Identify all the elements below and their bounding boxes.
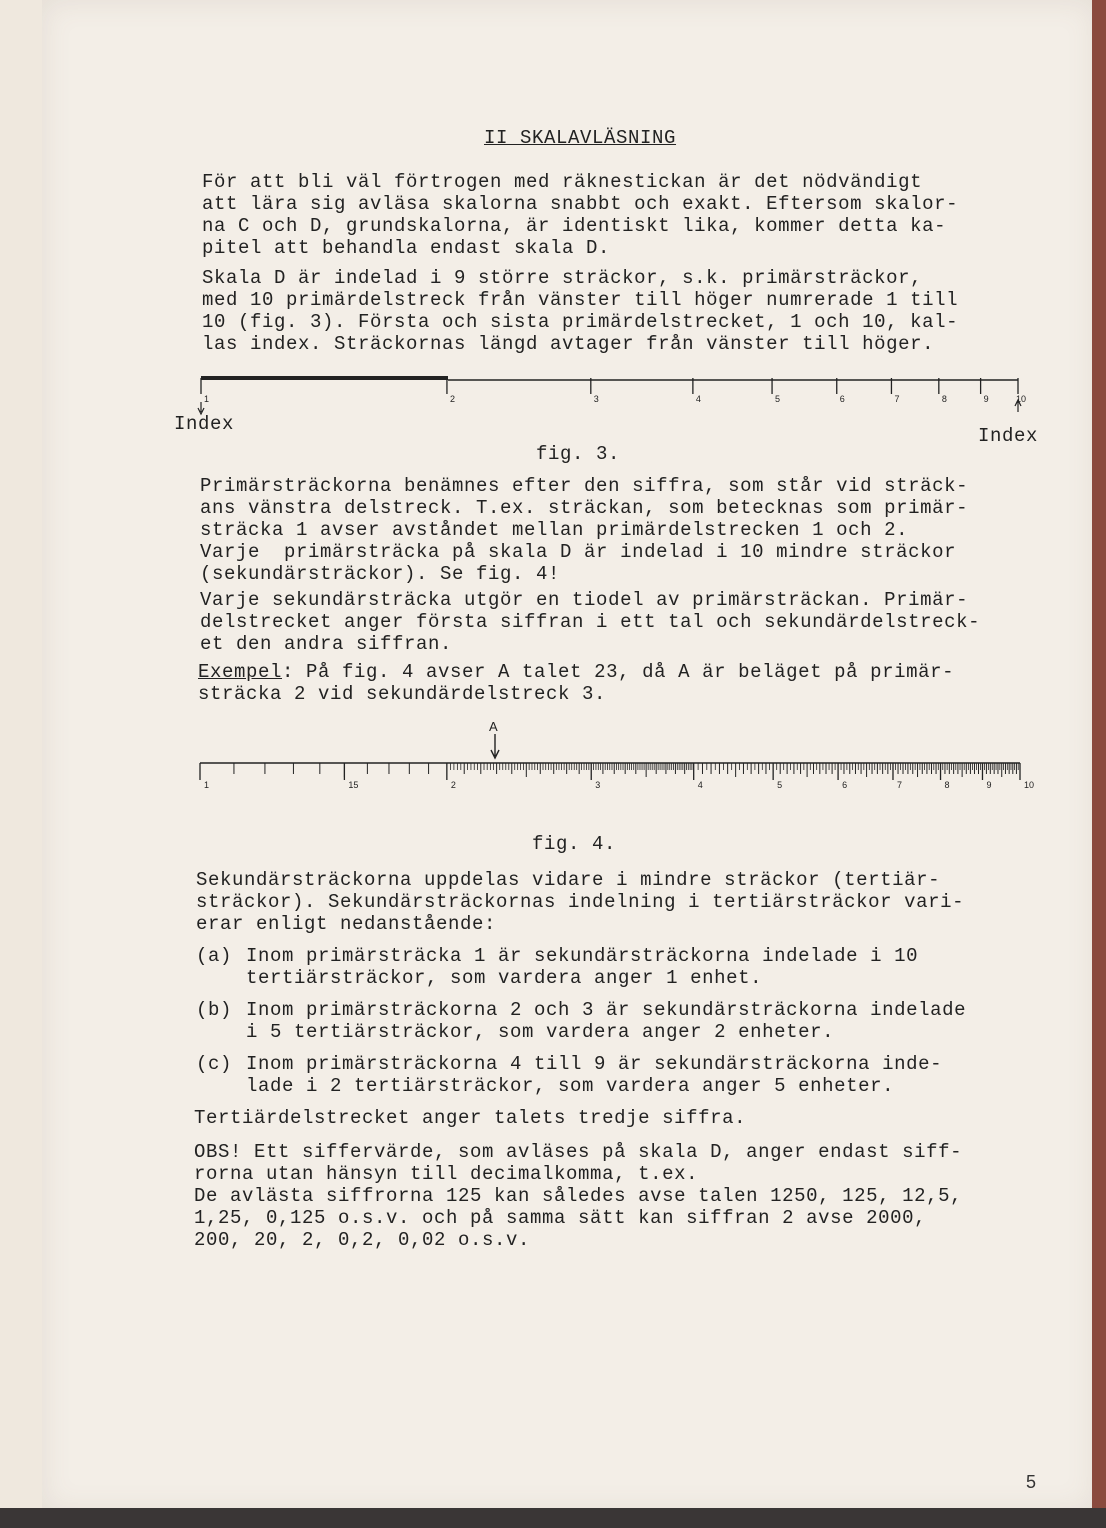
para1-line: pitel att behandla endast skala D. xyxy=(202,237,611,259)
fig3-tick-label: 5 xyxy=(775,394,781,404)
obs-line: De avlästa siffrorna 125 kan således avse talen 1250, 125, 12,5, xyxy=(194,1185,963,1207)
fig3-caption: fig. 3. xyxy=(536,443,621,465)
example-line: sträcka 2 vid sekundärdelstreck 3. xyxy=(198,683,607,705)
para5: Tertiärdelstrecket anger talets tredje siffra. xyxy=(194,1107,747,1129)
para2-line: med 10 primärdelstreck från vänster till höger numrerade 1 till xyxy=(202,289,959,311)
obs-line: rorna utan hänsyn till decimalkomma, t.ex. xyxy=(194,1163,699,1185)
para3-line: Varje sekundärsträcka utgör en tiodel av primärsträckan. Primär- xyxy=(200,589,969,611)
chapter-title: II SKALAVLÄSNING xyxy=(484,127,677,149)
example-line xyxy=(198,662,954,683)
item-c-line: Inom primärsträckorna 4 till 9 är sekundärsträckorna inde- xyxy=(246,1053,943,1075)
item-b-line: Inom primärsträckorna 2 och 3 är sekundärsträckorna indelade xyxy=(246,999,967,1021)
para3-line: sträcka 1 avser avståndet mellan primärdelstrecken 1 och 2. xyxy=(200,519,909,541)
para4-line: sträckor). Sekundärsträckornas indelning i tertiärsträckor vari- xyxy=(196,891,965,913)
para4-line: erar enligt nedanstående: xyxy=(196,913,497,935)
example-label: Exempel xyxy=(198,661,283,683)
fig3-index-right: Index xyxy=(978,425,1039,447)
item-b-line: i 5 tertiärsträckor, som vardera anger 2 enheter. xyxy=(246,1021,835,1043)
fig4-tick-label: 4 xyxy=(697,780,703,790)
item-b-label: (b) xyxy=(196,999,233,1021)
para3-line: delstrecket anger första siffran i ett tal och sekundärdelstreck- xyxy=(200,611,981,633)
para3-line: ans vänstra delstreck. T.ex. sträckan, som betecknas som primär- xyxy=(200,497,969,519)
fig4-tick-label: 6 xyxy=(842,780,848,790)
book-cover-edge xyxy=(1092,0,1106,1528)
para2-line: Skala D är indelad i 9 större sträckor, s.k. primärsträckor, xyxy=(202,267,923,289)
book-spine xyxy=(0,0,43,1528)
fig4-tick-label: 2 xyxy=(450,780,456,790)
fig3-index-left: Index xyxy=(174,413,235,435)
para4-line: Sekundärsträckorna uppdelas vidare i mindre sträckor (tertiär- xyxy=(196,869,941,891)
fig4-tick-label: 8 xyxy=(944,780,950,790)
fig4-tick-label: 7 xyxy=(896,780,902,790)
fig3-tick-label: 4 xyxy=(695,394,701,404)
fig4-tick-label: 10 xyxy=(1024,780,1035,790)
para1-line: att lära sig avläsa skalorna snabbt och exakt. Eftersom skalor- xyxy=(202,193,959,215)
fig3-tick-label: 1 xyxy=(204,394,210,404)
para1-line: För att bli väl förtrogen med räknestickan är det nödvändigt xyxy=(202,171,923,193)
table-surface xyxy=(0,1508,1106,1528)
obs-line: 1,25, 0,125 o.s.v. och på samma sätt kan siffran 2 avse 2000, xyxy=(194,1207,927,1229)
fig3-tick-label: 8 xyxy=(941,394,947,404)
fig4-ticks xyxy=(200,763,1034,790)
para2-line: 10 (fig. 3). Första och sista primärdelstrecket, 1 och 10, kal- xyxy=(202,311,959,333)
figure-4-scale xyxy=(190,732,1050,800)
para2-line: las index. Sträckornas längd avtager från vänster till höger. xyxy=(202,333,935,355)
item-a-label: (a) xyxy=(196,945,233,967)
fig4-tick-label: 3 xyxy=(595,780,601,790)
para3-line: (sekundärsträckor). Se fig. 4! xyxy=(200,563,561,585)
item-a-line: tertiärsträckor, som vardera anger 1 enhet. xyxy=(246,967,763,989)
figure-3-scale xyxy=(170,368,1050,448)
page-number: 5 xyxy=(1026,1472,1037,1492)
example-text: : På fig. 4 avser A talet 23, då A är beläget på primär- xyxy=(282,661,955,683)
fig3-tick-label: 2 xyxy=(449,394,455,404)
fig3-tick-label: 10 xyxy=(1015,394,1027,404)
item-a-line: Inom primärsträcka 1 är sekundärsträckorna indelade i 10 xyxy=(246,945,919,967)
fig3-tick-label: 3 xyxy=(593,394,599,404)
fig4-tick-label: 1 xyxy=(204,780,210,790)
para3-line: et den andra siffran. xyxy=(200,633,453,655)
fig3-tick-label: 7 xyxy=(894,394,900,404)
fig3-tick-label: 9 xyxy=(983,394,989,404)
fig4-tick-label: 15 xyxy=(348,780,359,790)
fig4-marker-label: A xyxy=(489,719,499,734)
obs-line: 200, 20, 2, 0,2, 0,02 o.s.v. xyxy=(194,1229,531,1251)
fig3-ticks xyxy=(201,378,1026,404)
fig4-marker-arrow xyxy=(491,734,499,758)
fig3-tick-label: 6 xyxy=(839,394,845,404)
para1-line: na C och D, grundskalorna, är identiskt lika, kommer detta ka- xyxy=(202,215,947,237)
fig4-tick-label: 5 xyxy=(777,780,783,790)
para3-line: Primärsträckorna benämnes efter den siffra, som står vid sträck- xyxy=(200,475,969,497)
obs-line: OBS! Ett siffervärde, som avläses på skala D, anger endast siff- xyxy=(194,1141,963,1163)
fig4-caption: fig. 4. xyxy=(532,833,617,855)
item-c-label: (c) xyxy=(196,1053,233,1075)
item-c-line: lade i 2 tertiärsträckor, som vardera anger 5 enheter. xyxy=(246,1075,895,1097)
para3-line: Varje primärsträcka på skala D är indelad i 10 mindre sträckor xyxy=(200,541,957,563)
fig4-tick-label: 9 xyxy=(986,780,992,790)
